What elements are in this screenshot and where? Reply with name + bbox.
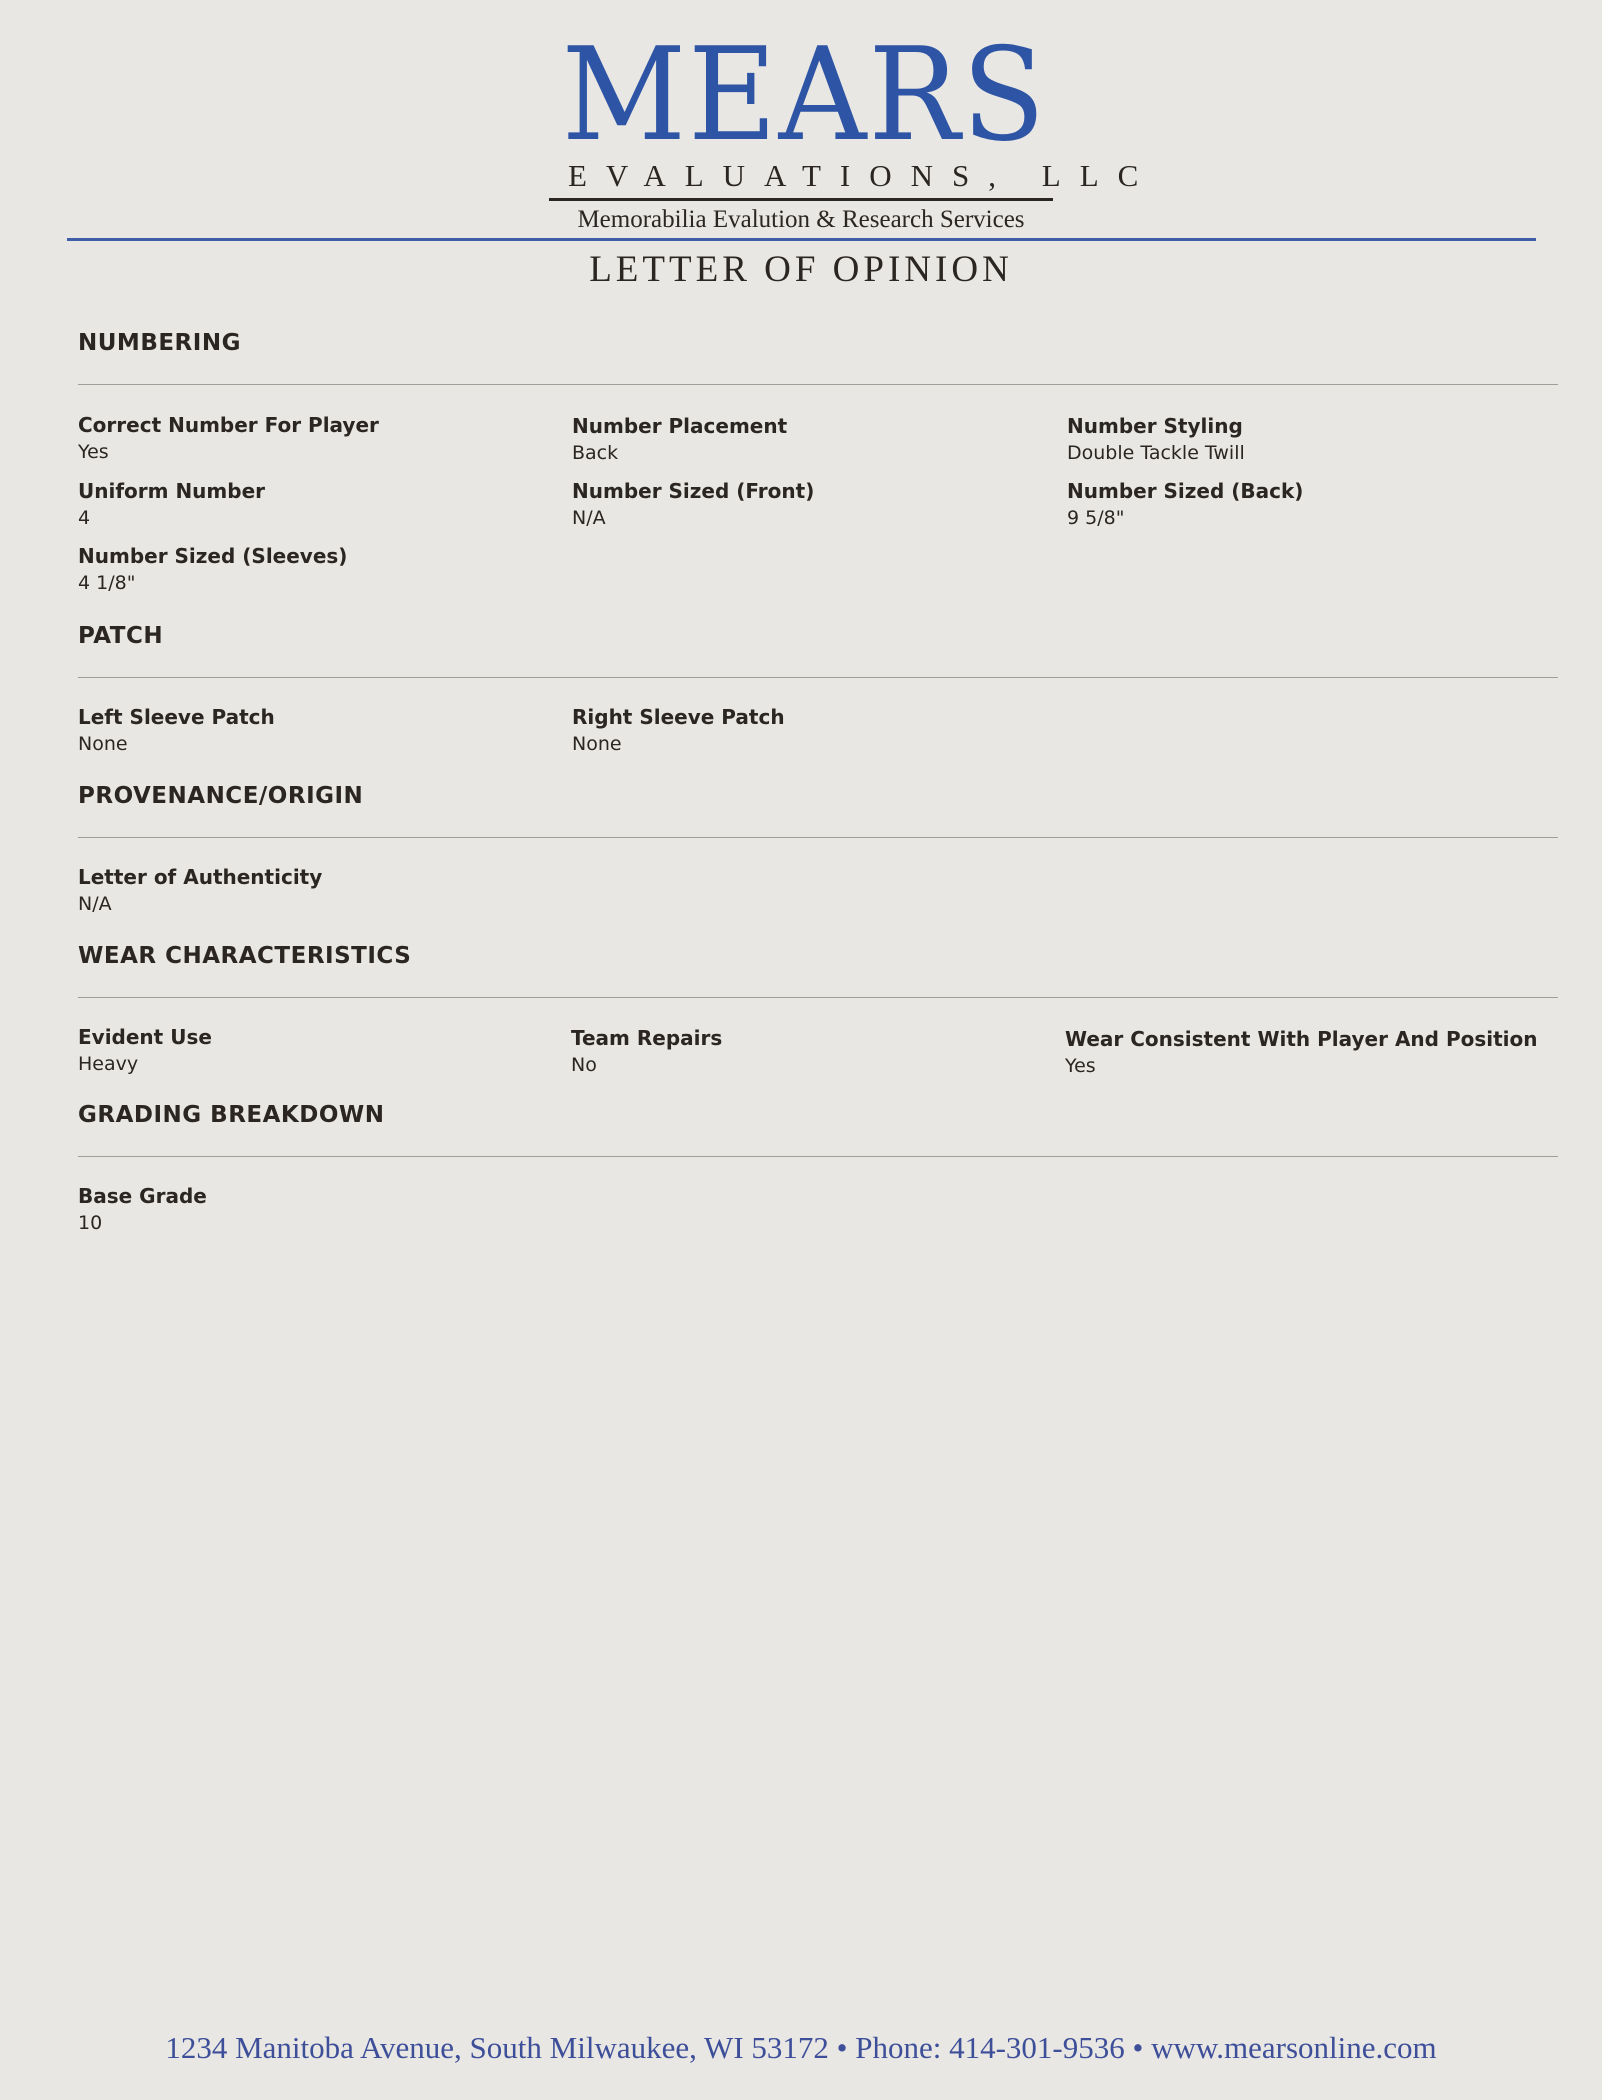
field-number-sized-front [572,478,1052,532]
field-left-sleeve-patch [78,704,558,758]
field-value: None [78,733,128,755]
section-divider [78,1156,1558,1157]
field-number-placement [572,413,1052,467]
section-divider [78,677,1558,678]
field-label: Team Repairs [571,1026,723,1050]
field-base-grade [78,1183,558,1237]
field-label: Number Styling [1067,414,1243,438]
field-team-repairs [571,1025,1051,1079]
field-letter-of-authenticity [78,864,558,918]
field-value: Yes [78,441,109,463]
field-value: None [572,733,622,755]
section-title-patch: PATCH [78,623,164,649]
field-label: Base Grade [78,1184,207,1208]
field-correct-number [78,412,558,466]
field-label: Number Placement [572,414,788,438]
letterhead [0,21,1602,235]
footer-contact: 1234 Manitoba Avenue, South Milwaukee, WI 53172 • Phone: 414-301-9536 • www.mearsonline.com [165,2030,1437,2065]
field-label: Number Sized (Front) [572,479,815,503]
field-value: 10 [78,1212,103,1234]
section-numbering [78,328,1558,594]
section-title-numbering: NUMBERING [78,330,241,356]
field-value: 4 1/8" [78,572,136,594]
field-label: Correct Number For Player [78,413,379,437]
section-divider [78,384,1558,385]
section-wear [78,941,1558,1077]
field-value: Back [572,442,619,464]
field-value: Double Tackle Twill [1067,442,1245,464]
field-label: Number Sized (Sleeves) [78,544,348,568]
field-value: 9 5/8" [1067,507,1125,529]
section-title-wear: WEAR CHARACTERISTICS [78,943,412,969]
field-number-styling [1067,413,1547,467]
section-title-provenance: PROVENANCE/ORIGIN [78,783,364,809]
section-divider [78,837,1558,838]
logo-wordmark: MEARS [561,21,1048,170]
section-title-grading: GRADING BREAKDOWN [78,1102,385,1128]
field-evident-use [78,1024,558,1078]
logo-subtitle: EVALUATIONS, LLC [568,158,1158,193]
field-right-sleeve-patch [572,704,1052,758]
field-value: Yes [1065,1055,1096,1077]
field-value: 4 [78,507,91,529]
field-value: N/A [572,507,606,529]
field-label: Left Sleeve Patch [78,705,275,729]
document-title: LETTER OF OPINION [589,249,1013,290]
field-value: Heavy [78,1053,139,1075]
field-value: N/A [78,893,112,915]
field-label: Wear Consistent With Player And Position [1065,1027,1538,1051]
section-grading [78,1100,1558,1234]
field-number-sized-sleeves [78,543,558,597]
field-wear-consistent [1065,1026,1545,1080]
field-uniform-number [78,478,558,532]
field-number-sized-back [1067,478,1547,532]
field-label: Uniform Number [78,479,266,503]
logo-divider [549,198,1053,201]
field-label: Number Sized (Back) [1067,479,1304,503]
section-divider [78,997,1558,998]
field-label: Letter of Authenticity [78,865,323,889]
field-label: Evident Use [78,1025,212,1049]
section-patch [78,621,1558,755]
logo-tagline: Memorabilia Evalution & Research Services [577,206,1025,233]
field-value: No [571,1054,597,1076]
company-logo [549,21,1158,235]
field-label: Right Sleeve Patch [572,705,785,729]
header-divider [67,238,1536,241]
section-provenance [78,781,1558,915]
